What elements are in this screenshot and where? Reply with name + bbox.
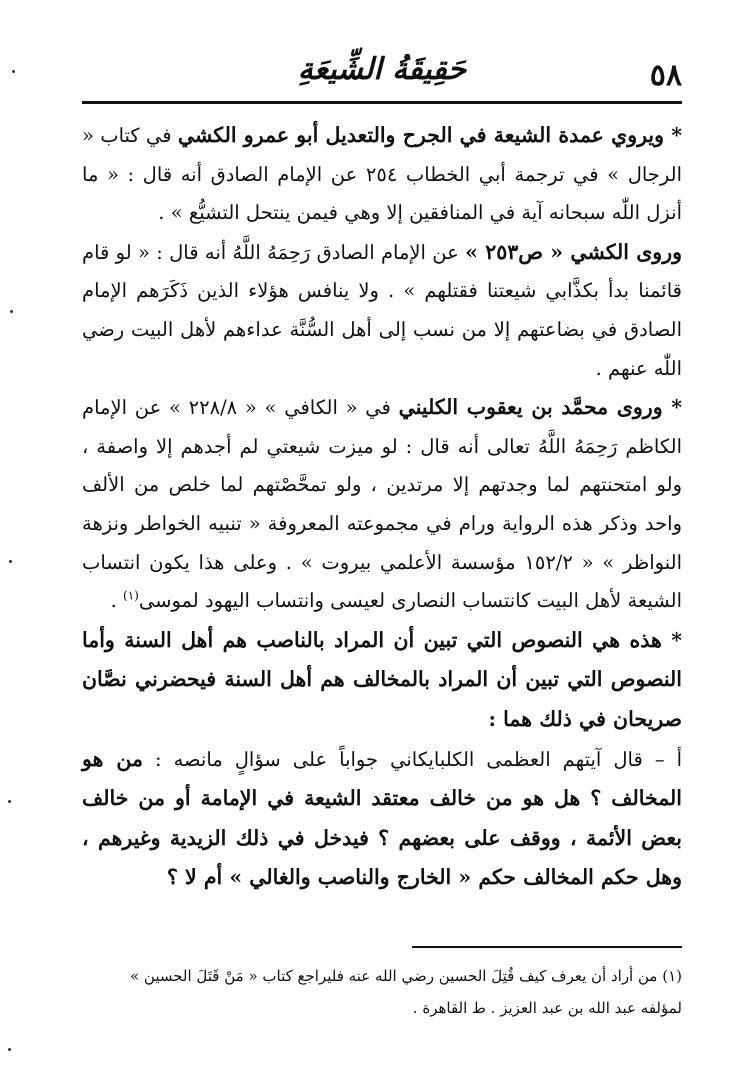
footnote	[82, 960, 682, 1024]
paragraph-lead: وروى الكشي « ص٢٥٣ »	[465, 239, 682, 264]
paragraph-end: .	[110, 589, 124, 613]
paragraph-golpaygani-question	[82, 740, 682, 898]
paragraph-kulayni-kafi	[82, 388, 682, 621]
page-number: ٥٨	[649, 58, 682, 93]
footnote-rule	[412, 946, 682, 948]
paragraph-body: في « الكافي » « ٢٢٨/٨ » عن الإمام الكاظم رَحِمَهُ اللَّهُ تعالى أنه قال : لو ميزت شيعتي لم أجدهم إلا واصفة ، ولو امتحنتهم لما وجدتهم إلا مرتدين ، ولو تمحَّصْتهم لما خلص من الألف واحد وذكر هذه الرواية ورام في مجموعته المعروفة « تنبيه الخواطر ونزهة النواظر » « ١٥٢/٢ مؤسسة الأعلمي بيروت » . وعلى هذا يكون انتساب الشيعة لأهل البيت كانتساب النصارى لعيسى وانتساب اليهود لموسى	[82, 396, 682, 613]
paragraph-body: في كتاب « الرجال » في ترجمة أبي الخطاب ٢٥٤ عن الإمام الصادق أنه قال : « ما أنزل اللّٰه سبحانه آية في المنافقين إلا وهي فيمن ينتحل التشيُّع » .	[82, 124, 682, 225]
paragraph-bold-text: * هذه هي النصوص التي تبين أن المراد بالناصب هم أهل السنة وأما النصوص التي تبين أن المراد بالمخالف هم أهل السنة فيحضرني نصَّان صريحان في ذلك هما :	[82, 627, 682, 731]
paragraph-kashshi-253	[82, 233, 682, 388]
page-header	[82, 52, 682, 100]
footnote-line: (١) من أراد أن يعرف كيف قُتِلَ الحسين رضي الله عنه فليراجع كتاب « مَنْ قَتَلَ الحسين »	[129, 967, 682, 985]
footnote-reference[interactable]: (١)	[123, 588, 139, 603]
header-rule	[82, 101, 682, 104]
paragraph-intro: أ – قال آيتهم العظمى الكلبايكاني جواباً على سؤالٍ مانصه :	[142, 747, 683, 771]
scan-speck	[9, 560, 12, 563]
footnote-line: لمؤلفه عبد الله بن عبد العزيز . ط القاهرة .	[412, 999, 682, 1017]
paragraph-kashshi-rijal	[82, 116, 682, 233]
scan-speck	[8, 800, 11, 803]
main-text	[82, 116, 682, 898]
scan-speck	[8, 1048, 11, 1051]
scan-speck	[12, 70, 15, 73]
question-text: من هو المخالف ؟ هل هو من خالف معتقد الشيعة في الإمامة أو من خالف بعض الأئمة ، ووقف على بعضهم ؟ فيدخل في ذلك الزيدية وغيرهم ، وهل حكم المخالف حكم « الخارج والناصب والغالي » أم لا ؟	[82, 746, 682, 890]
running-title: حَقِيقَةُ الشِّيعَةِ	[297, 52, 467, 87]
paragraph-lead: * وروى محمَّد بن يعقوب الكليني	[398, 395, 682, 420]
scan-speck	[10, 310, 13, 313]
paragraph-body: عن الإمام الصادق رَحِمَهُ اللَّهُ أنه قال : « لو قام قائمنا بدأ بكذَّابي شيعتنا فقتلهم » . ولا ينافس هؤلاء الذين ذَكَرَهم الإمام الصادق في بضاعتهم إلا من نسب إلى أهل السُّنَّة عداءهم لأهل البيت رضي اللّٰه عنهم .	[82, 240, 682, 380]
paragraph-lead: * ويروي عمدة الشيعة في الجرح والتعديل أبو عمرو الكشي	[177, 123, 682, 147]
paragraph-texts-nasib	[82, 621, 682, 740]
